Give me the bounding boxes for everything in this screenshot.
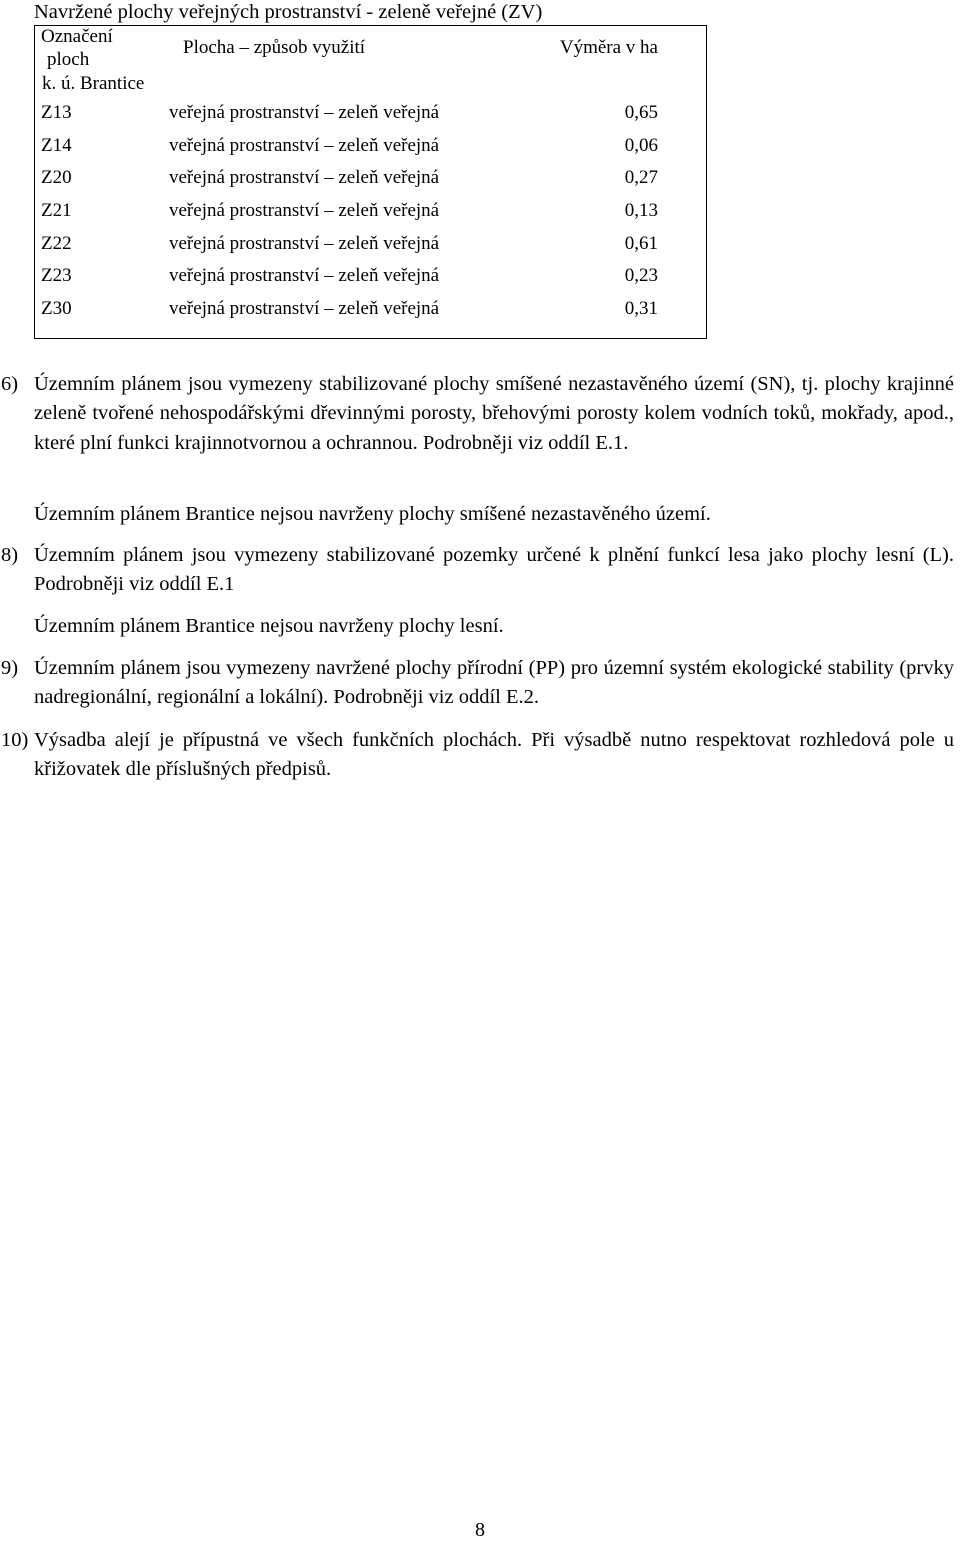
table-row bbox=[34, 162, 707, 195]
row-area: 0,65 bbox=[624, 102, 658, 124]
row-use: veřejná prostranství – zeleň veřejná bbox=[169, 265, 440, 287]
paragraph-10-text: Výsadba alejí je přípustná ve všech funkčních plochách. Při výsadbě nutno respektovat rozhledová pole u křižovatek dle příslušných předpisů. bbox=[34, 729, 954, 781]
table-header-row bbox=[34, 25, 707, 71]
row-code: Z13 bbox=[41, 102, 72, 124]
paragraph-6 bbox=[1, 370, 954, 458]
public-greenery-table bbox=[34, 25, 707, 325]
row-use: veřejná prostranství – zeleň veřejná bbox=[169, 200, 440, 222]
table-heading: Navržené plochy veřejných prostranství - zeleně veřejné (ZV) bbox=[34, 1, 543, 23]
row-area: 0,31 bbox=[624, 297, 658, 319]
row-use: veřejná prostranství – zeleň veřejná bbox=[169, 297, 440, 319]
paragraph-6b bbox=[34, 500, 954, 529]
paragraph-9-text: Územním plánem jsou vymezeny navržené plochy přírodní (PP) pro územní systém ekologické stability (prvky nadregionální, regionální a lokální). Podrobněji viz oddíl E.2. bbox=[34, 657, 954, 709]
row-code: Z22 bbox=[41, 232, 72, 254]
page-number: 8 bbox=[475, 1519, 485, 1541]
paragraph-9 bbox=[1, 654, 954, 713]
paragraph-8b bbox=[34, 612, 954, 641]
paragraph-10 bbox=[1, 726, 954, 785]
row-code: Z21 bbox=[41, 200, 72, 222]
row-code: Z23 bbox=[41, 265, 72, 287]
table-row bbox=[34, 293, 707, 326]
row-use: veřejná prostranství – zeleň veřejná bbox=[169, 232, 440, 254]
header-use: Plocha – způsob využití bbox=[183, 37, 366, 58]
row-code: Z20 bbox=[41, 167, 72, 189]
paragraph-6-text: Územním plánem jsou vymezeny stabilizované plochy smíšené nezastavěného území (SN), tj. plochy krajinné zeleně tvořené nehospodářskými dřevinnými porosty, břehovými porosty kolem vodních toků, mokřady, apod., které plní funkci krajinnotvornou a ochrannou. Podrobněji viz oddíl E.1. bbox=[34, 373, 954, 454]
paragraph-10-number: 10) bbox=[1, 729, 29, 751]
header-area: Výměra v ha bbox=[559, 37, 658, 58]
row-area: 0,27 bbox=[624, 167, 658, 189]
row-area: 0,61 bbox=[624, 232, 658, 254]
header-code-line1: Označení bbox=[41, 26, 113, 47]
row-use: veřejná prostranství – zeleň veřejná bbox=[169, 134, 440, 156]
table-row bbox=[34, 130, 707, 163]
header-code-line2: ploch bbox=[47, 49, 90, 70]
paragraph-8 bbox=[1, 541, 954, 600]
table-row bbox=[34, 195, 707, 228]
row-use: veřejná prostranství – zeleň veřejná bbox=[169, 167, 440, 189]
row-area: 0,23 bbox=[624, 265, 658, 287]
table-row bbox=[34, 97, 707, 130]
paragraph-6-number: 6) bbox=[1, 373, 19, 395]
table-group-row bbox=[34, 71, 707, 97]
row-area: 0,06 bbox=[624, 134, 658, 156]
row-area: 0,13 bbox=[624, 200, 658, 222]
header-code bbox=[34, 25, 158, 71]
table-row bbox=[34, 260, 707, 293]
table-row bbox=[34, 227, 707, 260]
row-use: veřejná prostranství – zeleň veřejná bbox=[169, 102, 440, 124]
paragraph-9-number: 9) bbox=[1, 657, 19, 679]
row-code: Z14 bbox=[41, 134, 72, 156]
paragraph-6b-text: Územním plánem Brantice nejsou navrženy plochy smíšené nezastavěného území. bbox=[34, 503, 711, 525]
paragraph-8-text: Územním plánem jsou vymezeny stabilizované pozemky určené k plnění funkcí lesa jako plochy lesní (L). Podrobněji viz oddíl E.1 bbox=[34, 544, 954, 596]
paragraph-8b-text: Územním plánem Brantice nejsou navrženy plochy lesní. bbox=[34, 615, 504, 637]
paragraph-8-number: 8) bbox=[1, 544, 19, 566]
row-code: Z30 bbox=[41, 297, 72, 319]
group-label: k. ú. Brantice bbox=[42, 73, 145, 94]
